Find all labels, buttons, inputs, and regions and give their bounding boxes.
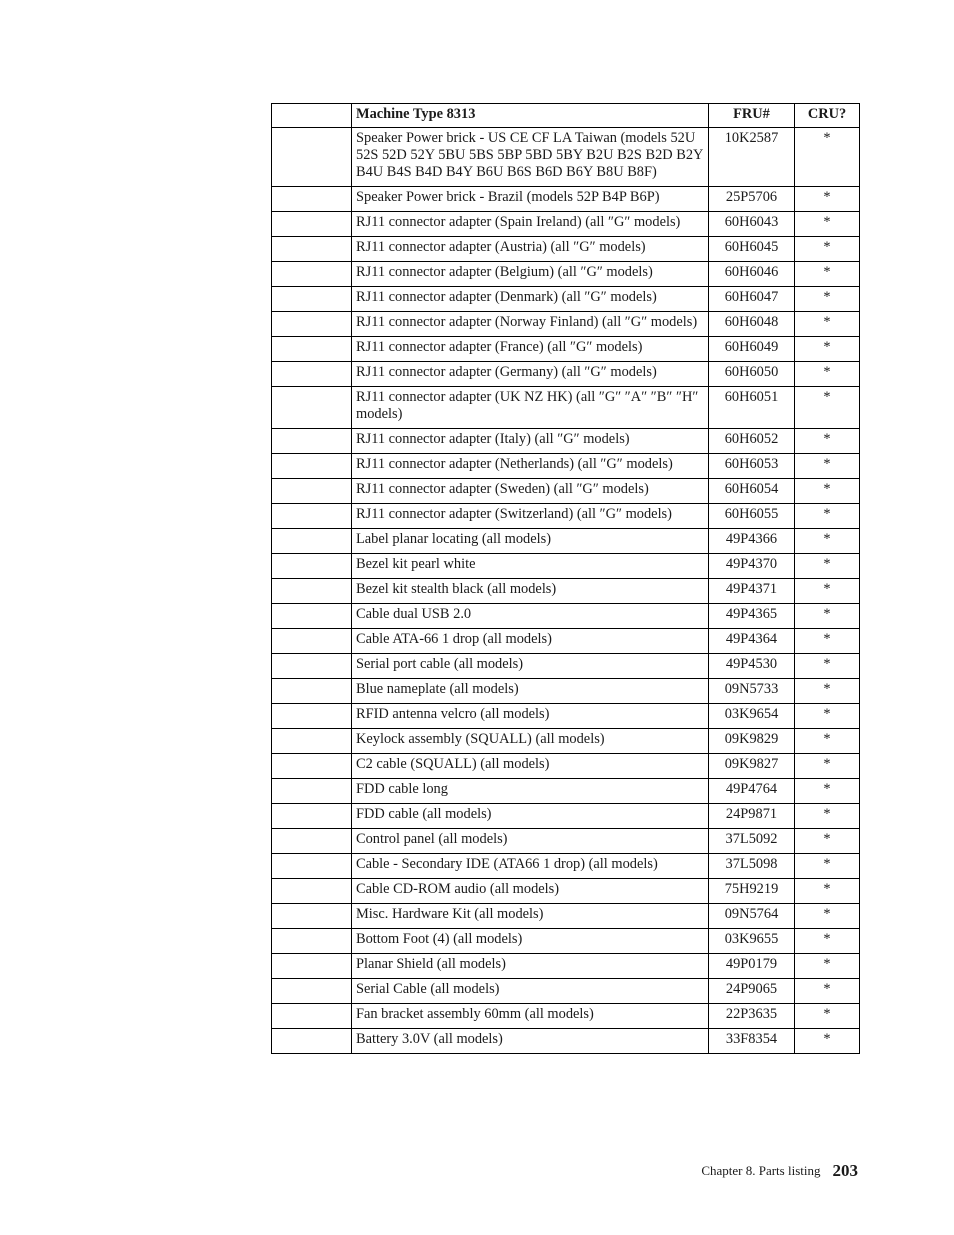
cell-description: Cable CD-ROM audio (all models): [352, 879, 709, 904]
cell-description: Cable dual USB 2.0: [352, 604, 709, 629]
cell-description: RJ11 connector adapter (Austria) (all ″G″ models): [352, 237, 709, 262]
cell-fru: 49P4371: [709, 579, 795, 604]
table-row: [272, 429, 860, 454]
cell-fru: 60H6052: [709, 429, 795, 454]
cell-blank: [272, 554, 352, 579]
cell-description: Speaker Power brick - US CE CF LA Taiwan (models 52U 52S 52D 52Y 5BU 5BS 5BP 5BD 5BY B2U B2S B2D B2Y B4U B4S B4D B4Y B6U B6S B6D B6Y B8U B8F): [352, 128, 709, 187]
cell-fru: 60H6045: [709, 237, 795, 262]
cell-blank: [272, 262, 352, 287]
cell-fru: 60H6047: [709, 287, 795, 312]
table-row: [272, 904, 860, 929]
cell-cru: *: [795, 287, 860, 312]
table-row: [272, 1029, 860, 1054]
table-header-row: [272, 104, 860, 128]
cell-description: Speaker Power brick - Brazil (models 52P B4P B6P): [352, 187, 709, 212]
cell-blank: [272, 629, 352, 654]
page-number: 203: [832, 1161, 858, 1180]
cell-cru: *: [795, 128, 860, 187]
cell-fru: 49P4366: [709, 529, 795, 554]
cell-cru: *: [795, 387, 860, 429]
table-row: [272, 629, 860, 654]
cell-description: Blue nameplate (all models): [352, 679, 709, 704]
cell-blank: [272, 337, 352, 362]
table-row: [272, 554, 860, 579]
cell-fru: 49P4764: [709, 779, 795, 804]
cell-cru: *: [795, 454, 860, 479]
cell-blank: [272, 854, 352, 879]
cell-cru: *: [795, 854, 860, 879]
cell-description: RJ11 connector adapter (Switzerland) (all ″G″ models): [352, 504, 709, 529]
cell-description: RFID antenna velcro (all models): [352, 704, 709, 729]
cell-cru: *: [795, 479, 860, 504]
cell-cru: *: [795, 312, 860, 337]
cell-fru: 22P3635: [709, 1004, 795, 1029]
cell-cru: *: [795, 954, 860, 979]
cell-blank: [272, 312, 352, 337]
cell-blank: [272, 679, 352, 704]
cell-fru: 37L5098: [709, 854, 795, 879]
cell-fru: 10K2587: [709, 128, 795, 187]
table-row: [272, 679, 860, 704]
cell-description: RJ11 connector adapter (Denmark) (all ″G″ models): [352, 287, 709, 312]
cell-blank: [272, 729, 352, 754]
cell-fru: 09K9827: [709, 754, 795, 779]
table-row: [272, 654, 860, 679]
cell-fru: 33F8354: [709, 1029, 795, 1054]
cell-blank: [272, 529, 352, 554]
cell-blank: [272, 979, 352, 1004]
cell-description: RJ11 connector adapter (Italy) (all ″G″ models): [352, 429, 709, 454]
table-row: [272, 854, 860, 879]
cell-blank: [272, 779, 352, 804]
cell-fru: 60H6050: [709, 362, 795, 387]
cell-cru: *: [795, 654, 860, 679]
cell-description: RJ11 connector adapter (Norway Finland) (all ″G″ models): [352, 312, 709, 337]
header-fru: FRU#: [709, 104, 795, 128]
cell-blank: [272, 754, 352, 779]
cell-description: Fan bracket assembly 60mm (all models): [352, 1004, 709, 1029]
table-row: [272, 529, 860, 554]
table-row: [272, 704, 860, 729]
cell-blank: [272, 1029, 352, 1054]
cell-cru: *: [795, 629, 860, 654]
cell-description: Keylock assembly (SQUALL) (all models): [352, 729, 709, 754]
cell-fru: 75H9219: [709, 879, 795, 904]
cell-blank: [272, 454, 352, 479]
cell-description: Serial Cable (all models): [352, 979, 709, 1004]
cell-blank: [272, 187, 352, 212]
table-row: [272, 604, 860, 629]
cell-blank: [272, 579, 352, 604]
cell-blank: [272, 654, 352, 679]
cell-description: Battery 3.0V (all models): [352, 1029, 709, 1054]
cell-blank: [272, 929, 352, 954]
cell-fru: 09K9829: [709, 729, 795, 754]
cell-cru: *: [795, 879, 860, 904]
cell-fru: 60H6051: [709, 387, 795, 429]
cell-blank: [272, 212, 352, 237]
header-blank: [272, 104, 352, 128]
parts-table: [271, 103, 860, 1054]
cell-description: FDD cable long: [352, 779, 709, 804]
cell-fru: 60H6046: [709, 262, 795, 287]
cell-fru: 60H6053: [709, 454, 795, 479]
cell-cru: *: [795, 804, 860, 829]
header-cru: CRU?: [795, 104, 860, 128]
cell-fru: 09N5733: [709, 679, 795, 704]
cell-description: RJ11 connector adapter (France) (all ″G″ models): [352, 337, 709, 362]
table-row: [272, 1004, 860, 1029]
cell-cru: *: [795, 212, 860, 237]
cell-blank: [272, 128, 352, 187]
table-row: [272, 387, 860, 429]
cell-description: C2 cable (SQUALL) (all models): [352, 754, 709, 779]
table-row: [272, 337, 860, 362]
table-row: [272, 362, 860, 387]
table-row: [272, 504, 860, 529]
header-machine-type: Machine Type 8313: [352, 104, 709, 128]
cell-fru: 03K9655: [709, 929, 795, 954]
cell-fru: 60H6055: [709, 504, 795, 529]
table-row: [272, 779, 860, 804]
cell-cru: *: [795, 337, 860, 362]
table-row: [272, 729, 860, 754]
cell-fru: 60H6054: [709, 479, 795, 504]
table-row: [272, 187, 860, 212]
cell-description: Control panel (all models): [352, 829, 709, 854]
cell-cru: *: [795, 529, 860, 554]
cell-fru: 49P4364: [709, 629, 795, 654]
cell-cru: *: [795, 1004, 860, 1029]
table-row: [272, 829, 860, 854]
cell-cru: *: [795, 754, 860, 779]
cell-fru: 60H6043: [709, 212, 795, 237]
table-row: [272, 954, 860, 979]
cell-cru: *: [795, 237, 860, 262]
cell-cru: *: [795, 704, 860, 729]
cell-description: RJ11 connector adapter (Netherlands) (all ″G″ models): [352, 454, 709, 479]
cell-fru: 49P4530: [709, 654, 795, 679]
table-row: [272, 929, 860, 954]
table-row: [272, 237, 860, 262]
table-row: [272, 479, 860, 504]
table-row: [272, 212, 860, 237]
cell-cru: *: [795, 362, 860, 387]
cell-description: RJ11 connector adapter (Belgium) (all ″G″ models): [352, 262, 709, 287]
cell-description: Planar Shield (all models): [352, 954, 709, 979]
cell-fru: 03K9654: [709, 704, 795, 729]
cell-blank: [272, 604, 352, 629]
cell-cru: *: [795, 729, 860, 754]
cell-description: Serial port cable (all models): [352, 654, 709, 679]
table-row: [272, 454, 860, 479]
cell-cru: *: [795, 929, 860, 954]
cell-cru: *: [795, 979, 860, 1004]
cell-blank: [272, 704, 352, 729]
cell-blank: [272, 1004, 352, 1029]
cell-description: Bezel kit pearl white: [352, 554, 709, 579]
cell-cru: *: [795, 779, 860, 804]
cell-blank: [272, 954, 352, 979]
cell-blank: [272, 429, 352, 454]
cell-fru: 60H6049: [709, 337, 795, 362]
table-row: [272, 979, 860, 1004]
cell-blank: [272, 879, 352, 904]
cell-blank: [272, 504, 352, 529]
cell-blank: [272, 904, 352, 929]
cell-blank: [272, 804, 352, 829]
cell-fru: 49P4370: [709, 554, 795, 579]
cell-fru: 49P0179: [709, 954, 795, 979]
cell-fru: 49P4365: [709, 604, 795, 629]
cell-cru: *: [795, 429, 860, 454]
cell-blank: [272, 362, 352, 387]
cell-description: RJ11 connector adapter (Germany) (all ″G″ models): [352, 362, 709, 387]
cell-blank: [272, 479, 352, 504]
table-row: [272, 754, 860, 779]
table-row: [272, 262, 860, 287]
cell-cru: *: [795, 262, 860, 287]
cell-cru: *: [795, 554, 860, 579]
cell-blank: [272, 829, 352, 854]
cell-cru: *: [795, 604, 860, 629]
table-row: [272, 879, 860, 904]
table-row: [272, 287, 860, 312]
cell-fru: 09N5764: [709, 904, 795, 929]
cell-description: Bezel kit stealth black (all models): [352, 579, 709, 604]
cell-description: Cable ATA-66 1 drop (all models): [352, 629, 709, 654]
cell-description: FDD cable (all models): [352, 804, 709, 829]
cell-blank: [272, 387, 352, 429]
cell-description: RJ11 connector adapter (UK NZ HK) (all ″G″ ″A″ ″B″ ″H″ models): [352, 387, 709, 429]
cell-fru: 37L5092: [709, 829, 795, 854]
cell-cru: *: [795, 679, 860, 704]
cell-fru: 60H6048: [709, 312, 795, 337]
table-row: [272, 579, 860, 604]
table-row: [272, 312, 860, 337]
cell-cru: *: [795, 504, 860, 529]
cell-description: Bottom Foot (4) (all models): [352, 929, 709, 954]
cell-fru: 24P9871: [709, 804, 795, 829]
cell-cru: *: [795, 187, 860, 212]
cell-cru: *: [795, 829, 860, 854]
cell-description: Label planar locating (all models): [352, 529, 709, 554]
table-body: [272, 128, 860, 1054]
cell-cru: *: [795, 904, 860, 929]
cell-description: Cable - Secondary IDE (ATA66 1 drop) (all models): [352, 854, 709, 879]
cell-description: RJ11 connector adapter (Sweden) (all ″G″ models): [352, 479, 709, 504]
cell-blank: [272, 237, 352, 262]
chapter-title: Chapter 8. Parts listing: [701, 1163, 821, 1178]
cell-fru: 24P9065: [709, 979, 795, 1004]
cell-description: Misc. Hardware Kit (all models): [352, 904, 709, 929]
table-row: [272, 804, 860, 829]
page-footer: [701, 1161, 858, 1181]
cell-fru: 25P5706: [709, 187, 795, 212]
cell-blank: [272, 287, 352, 312]
cell-description: RJ11 connector adapter (Spain Ireland) (all ″G″ models): [352, 212, 709, 237]
cell-cru: *: [795, 579, 860, 604]
cell-cru: *: [795, 1029, 860, 1054]
table-row: [272, 128, 860, 187]
